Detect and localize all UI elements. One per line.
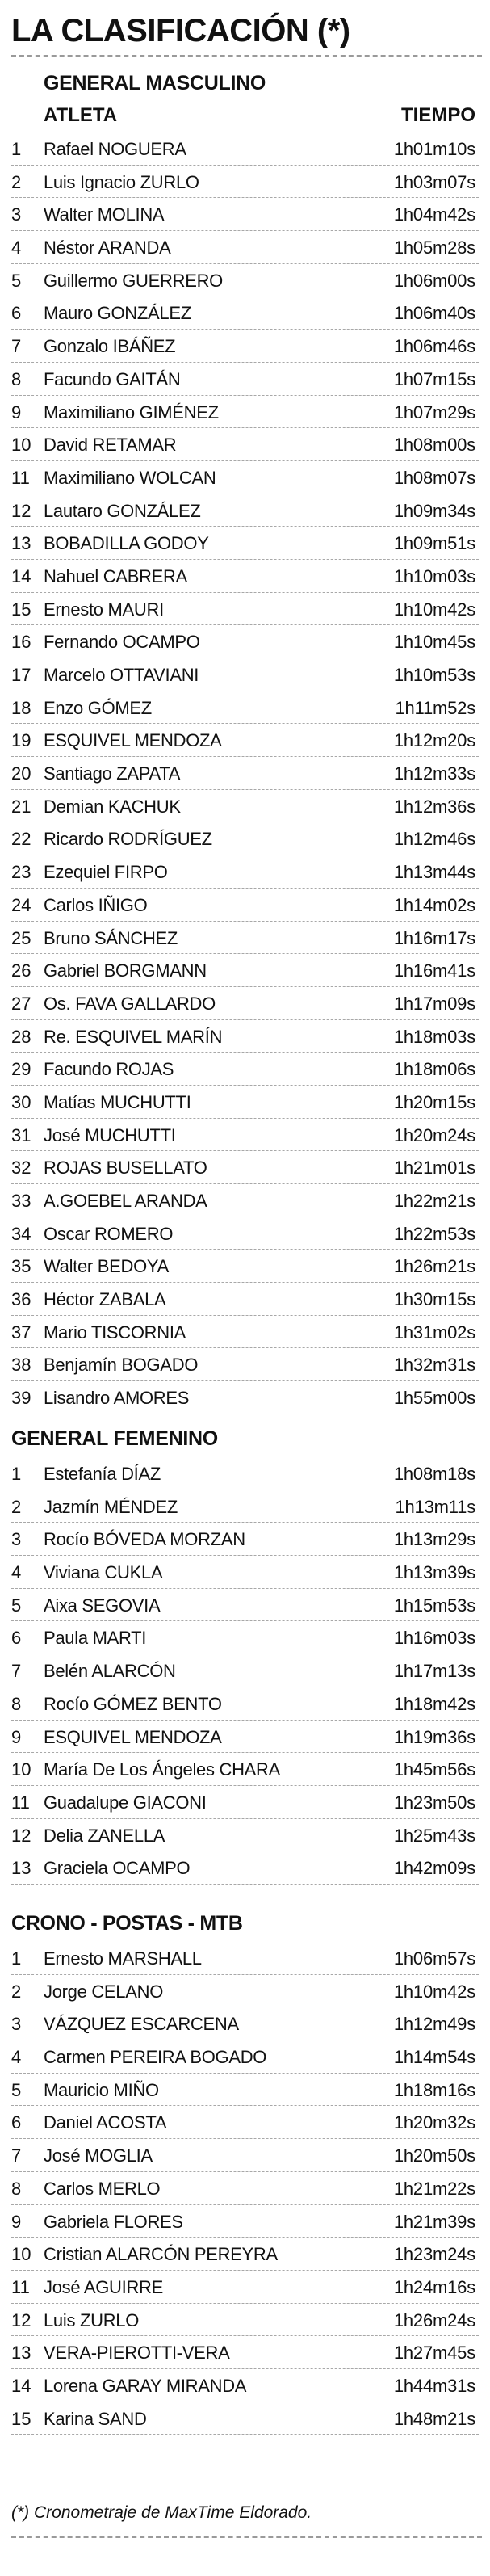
result-athlete-name: Rocío BÓVEDA MORZAN xyxy=(44,1529,245,1550)
result-time: 1h17m13s xyxy=(393,1661,475,1682)
result-time: 1h08m00s xyxy=(393,435,475,456)
result-athlete-name: Lisandro AMORES xyxy=(44,1388,190,1409)
result-rank: 8 xyxy=(11,2178,22,2199)
result-time: 1h55m00s xyxy=(393,1388,475,1409)
result-athlete-name: David RETAMAR xyxy=(44,435,177,456)
result-time: 1h20m15s xyxy=(393,1091,475,1112)
result-athlete-name: Luis Ignacio ZURLO xyxy=(44,171,199,192)
result-time: 1h07m15s xyxy=(393,368,475,389)
result-time: 1h24m16s xyxy=(393,2276,475,2297)
result-rank: 26 xyxy=(11,960,31,981)
result-athlete-name: Maximiliano GIMÉNEZ xyxy=(44,401,219,422)
result-athlete-name: VERA-PIEROTTI-VERA xyxy=(44,2343,230,2364)
result-row xyxy=(0,2271,490,2304)
result-row xyxy=(0,2205,490,2238)
result-time: 1h07m29s xyxy=(393,401,475,422)
result-athlete-name: Carlos IÑIGO xyxy=(44,894,148,915)
result-row xyxy=(0,1119,490,1152)
result-row xyxy=(0,428,490,461)
result-row xyxy=(0,2139,490,2172)
crono-section-title: CRONO - POSTAS - MTB xyxy=(11,1912,243,1935)
result-rank: 5 xyxy=(11,270,22,291)
result-rank: 6 xyxy=(11,2112,22,2133)
result-time: 1h10m53s xyxy=(393,665,475,685)
result-athlete-name: Rocío GÓMEZ BENTO xyxy=(44,1693,222,1714)
result-rank: 3 xyxy=(11,1529,22,1550)
result-rank: 37 xyxy=(11,1322,31,1343)
result-row xyxy=(0,1086,490,1119)
result-athlete-name: Maximiliano WOLCAN xyxy=(44,467,216,488)
result-athlete-name: Ricardo RODRÍGUEZ xyxy=(44,829,212,850)
result-time: 1h10m42s xyxy=(393,1981,475,2002)
result-rank: 16 xyxy=(11,632,31,653)
result-time: 1h13m29s xyxy=(393,1529,475,1550)
result-time: 1h16m03s xyxy=(393,1628,475,1649)
title-divider xyxy=(11,55,482,57)
result-athlete-name: Walter MOLINA xyxy=(44,204,165,225)
result-row xyxy=(0,691,490,725)
result-athlete-name: Aixa SEGOVIA xyxy=(44,1595,161,1616)
result-rank: 36 xyxy=(11,1289,31,1310)
result-rank: 17 xyxy=(11,665,31,685)
result-time: 1h18m06s xyxy=(393,1059,475,1080)
result-athlete-name: Graciela OCAMPO xyxy=(44,1858,191,1879)
result-row xyxy=(0,658,490,691)
result-row xyxy=(0,1151,490,1184)
result-time: 1h13m11s xyxy=(395,1496,475,1517)
result-rank: 28 xyxy=(11,1026,31,1047)
result-athlete-name: Bruno SÁNCHEZ xyxy=(44,927,178,948)
result-rank: 11 xyxy=(11,1792,30,1813)
result-time: 1h16m17s xyxy=(393,927,475,948)
result-rank: 8 xyxy=(11,1693,22,1714)
result-athlete-name: Re. ESQUIVEL MARÍN xyxy=(44,1026,223,1047)
result-row xyxy=(0,461,490,494)
result-athlete-name: José AGUIRRE xyxy=(44,2276,164,2297)
result-time: 1h13m39s xyxy=(393,1562,475,1583)
result-rank: 12 xyxy=(11,1825,31,1846)
result-rank: 5 xyxy=(11,2079,22,2100)
result-athlete-name: María De Los Ángeles CHARA xyxy=(44,1759,280,1780)
result-rank: 4 xyxy=(11,2047,22,2068)
result-athlete-name: Gonzalo IBÁÑEZ xyxy=(44,336,176,357)
result-athlete-name: Rafael NOGUERA xyxy=(44,139,186,159)
result-time: 1h22m53s xyxy=(393,1223,475,1244)
result-row xyxy=(0,922,490,955)
result-row xyxy=(0,1053,490,1086)
result-rank: 1 xyxy=(11,139,22,159)
result-rank: 10 xyxy=(11,435,31,456)
result-rank: 11 xyxy=(11,2276,30,2297)
result-time: 1h14m54s xyxy=(393,2047,475,2068)
result-rank: 33 xyxy=(11,1191,31,1211)
result-rank: 8 xyxy=(11,368,22,389)
result-row xyxy=(0,132,490,166)
result-rank: 3 xyxy=(11,2014,22,2035)
result-row xyxy=(0,264,490,297)
result-row xyxy=(0,2172,490,2205)
result-rank: 1 xyxy=(11,1948,22,1969)
result-row xyxy=(0,560,490,593)
result-time: 1h12m33s xyxy=(393,763,475,784)
result-row xyxy=(0,396,490,429)
result-row xyxy=(0,1819,490,1852)
result-row xyxy=(0,724,490,757)
result-time: 1h05m28s xyxy=(393,237,475,258)
result-time: 1h01m10s xyxy=(393,139,475,159)
result-athlete-name: Ezequiel FIRPO xyxy=(44,862,168,883)
result-time: 1h44m31s xyxy=(393,2375,475,2396)
result-rank: 7 xyxy=(11,1661,22,1682)
result-time: 1h10m45s xyxy=(393,632,475,653)
result-row xyxy=(0,1523,490,1556)
result-athlete-name: Carmen PEREIRA BOGADO xyxy=(44,2047,267,2068)
result-athlete-name: Gabriela FLORES xyxy=(44,2211,183,2232)
result-rank: 2 xyxy=(11,1981,22,2002)
result-row xyxy=(0,987,490,1020)
result-time: 1h08m07s xyxy=(393,467,475,488)
result-rank: 21 xyxy=(11,796,31,817)
result-athlete-name: José MUCHUTTI xyxy=(44,1124,176,1145)
result-row xyxy=(0,822,490,855)
result-time: 1h03m07s xyxy=(393,171,475,192)
result-row xyxy=(0,1250,490,1283)
result-row xyxy=(0,1316,490,1349)
result-athlete-name: Guadalupe GIACONI xyxy=(44,1792,207,1813)
result-row xyxy=(0,1556,490,1589)
result-rank: 7 xyxy=(11,336,22,357)
result-row xyxy=(0,2369,490,2402)
result-athlete-name: José MOGLIA xyxy=(44,2145,153,2166)
result-athlete-name: Luis ZURLO xyxy=(44,2309,140,2330)
male-results-list xyxy=(0,132,490,1414)
female-section-title: GENERAL FEMENINO xyxy=(11,1427,218,1450)
result-time: 1h06m40s xyxy=(393,303,475,324)
result-row xyxy=(0,1589,490,1622)
result-row xyxy=(0,2007,490,2040)
result-rank: 20 xyxy=(11,763,31,784)
result-row xyxy=(0,1283,490,1316)
result-rank: 12 xyxy=(11,500,31,521)
result-time: 1h17m09s xyxy=(393,993,475,1014)
result-rank: 13 xyxy=(11,1858,31,1879)
result-rank: 4 xyxy=(11,237,22,258)
result-rank: 27 xyxy=(11,993,31,1014)
result-athlete-name: Demian KACHUK xyxy=(44,796,181,817)
result-athlete-name: Lorena GARAY MIRANDA xyxy=(44,2375,247,2396)
result-athlete-name: ESQUIVEL MENDOZA xyxy=(44,730,222,751)
result-row xyxy=(0,1654,490,1687)
result-row xyxy=(0,198,490,231)
result-row xyxy=(0,1942,490,1975)
result-athlete-name: Daniel ACOSTA xyxy=(44,2112,167,2133)
result-row xyxy=(0,1621,490,1654)
result-athlete-name: Ernesto MAURI xyxy=(44,599,164,620)
result-rank: 4 xyxy=(11,1562,22,1583)
result-time: 1h15m53s xyxy=(393,1595,475,1616)
result-rank: 35 xyxy=(11,1256,31,1277)
result-row xyxy=(0,2402,490,2435)
result-rank: 29 xyxy=(11,1059,31,1080)
result-row xyxy=(0,954,490,987)
result-athlete-name: Ernesto MARSHALL xyxy=(44,1948,202,1969)
result-athlete-name: Oscar ROMERO xyxy=(44,1223,174,1244)
result-row xyxy=(0,1975,490,2008)
result-time: 1h18m16s xyxy=(393,2079,475,2100)
result-row xyxy=(0,1020,490,1053)
result-row xyxy=(0,2040,490,2074)
result-time: 1h18m42s xyxy=(393,1693,475,1714)
result-row xyxy=(0,166,490,199)
result-row xyxy=(0,330,490,363)
result-athlete-name: ROJAS BUSELLATO xyxy=(44,1158,207,1179)
result-time: 1h12m20s xyxy=(393,730,475,751)
result-athlete-name: Mauro GONZÁLEZ xyxy=(44,303,191,324)
result-rank: 2 xyxy=(11,1496,22,1517)
result-athlete-name: Viviana CUKLA xyxy=(44,1562,163,1583)
result-athlete-name: Benjamín BOGADO xyxy=(44,1355,199,1376)
result-row xyxy=(0,1490,490,1523)
result-time: 1h09m34s xyxy=(393,500,475,521)
result-time: 1h45m56s xyxy=(393,1759,475,1780)
athlete-column-header: ATLETA xyxy=(44,104,118,126)
result-time: 1h18m03s xyxy=(393,1026,475,1047)
result-time: 1h21m01s xyxy=(393,1158,475,1179)
result-rank: 13 xyxy=(11,2343,31,2364)
result-rank: 3 xyxy=(11,204,22,225)
result-time: 1h10m03s xyxy=(393,565,475,586)
result-row xyxy=(0,1381,490,1414)
result-time: 1h12m46s xyxy=(393,829,475,850)
result-row xyxy=(0,1457,490,1490)
result-time: 1h06m00s xyxy=(393,270,475,291)
page-title: LA CLASIFICACIÓN (*) xyxy=(11,13,350,48)
result-athlete-name: BOBADILLA GODOY xyxy=(44,533,209,554)
timing-footnote: (*) Cronometraje de MaxTime Eldorado. xyxy=(11,2503,312,2522)
result-row xyxy=(0,757,490,790)
result-row xyxy=(0,1217,490,1250)
result-athlete-name: Gabriel BORGMANN xyxy=(44,960,207,981)
result-row xyxy=(0,1851,490,1885)
result-rank: 34 xyxy=(11,1223,31,1244)
result-time: 1h23m24s xyxy=(393,2244,475,2265)
result-time: 1h31m02s xyxy=(393,1322,475,1343)
result-athlete-name: ESQUIVEL MENDOZA xyxy=(44,1726,222,1747)
result-athlete-name: Nahuel CABRERA xyxy=(44,565,187,586)
result-row xyxy=(0,231,490,264)
result-row xyxy=(0,855,490,889)
result-athlete-name: Mauricio MIÑO xyxy=(44,2079,159,2100)
result-athlete-name: Delia ZANELLA xyxy=(44,1825,165,1846)
result-time: 1h13m44s xyxy=(393,862,475,883)
result-athlete-name: Walter BEDOYA xyxy=(44,1256,170,1277)
female-results-list xyxy=(0,1457,490,1885)
result-athlete-name: Mario TISCORNIA xyxy=(44,1322,186,1343)
result-rank: 7 xyxy=(11,2145,22,2166)
result-rank: 18 xyxy=(11,697,31,718)
result-athlete-name: Santiago ZAPATA xyxy=(44,763,181,784)
result-time: 1h10m42s xyxy=(393,599,475,620)
result-athlete-name: Matías MUCHUTTI xyxy=(44,1091,191,1112)
result-row xyxy=(0,296,490,330)
result-rank: 39 xyxy=(11,1388,31,1409)
result-time: 1h21m22s xyxy=(393,2178,475,2199)
result-rank: 11 xyxy=(11,467,30,488)
result-time: 1h48m21s xyxy=(393,2408,475,2429)
result-time: 1h08m18s xyxy=(393,1464,475,1484)
result-rank: 19 xyxy=(11,730,31,751)
result-row xyxy=(0,2238,490,2271)
result-time: 1h26m21s xyxy=(393,1256,475,1277)
result-time: 1h11m52s xyxy=(395,697,475,718)
result-rank: 13 xyxy=(11,533,31,554)
result-rank: 10 xyxy=(11,1759,31,1780)
result-row xyxy=(0,2336,490,2369)
result-row xyxy=(0,494,490,527)
result-athlete-name: Facundo ROJAS xyxy=(44,1059,174,1080)
result-athlete-name: Néstor ARANDA xyxy=(44,237,171,258)
result-athlete-name: Lautaro GONZÁLEZ xyxy=(44,500,201,521)
result-athlete-name: Jazmín MÉNDEZ xyxy=(44,1496,178,1517)
result-time: 1h19m36s xyxy=(393,1726,475,1747)
result-athlete-name: Facundo GAITÁN xyxy=(44,368,181,389)
result-row xyxy=(0,1687,490,1721)
result-row xyxy=(0,2106,490,2139)
result-athlete-name: Karina SAND xyxy=(44,2408,147,2429)
result-rank: 5 xyxy=(11,1595,22,1616)
result-rank: 9 xyxy=(11,401,22,422)
result-athlete-name: VÁZQUEZ ESCARCENA xyxy=(44,2014,239,2035)
result-row xyxy=(0,1184,490,1217)
result-rank: 14 xyxy=(11,2375,31,2396)
result-row xyxy=(0,527,490,560)
result-athlete-name: Carlos MERLO xyxy=(44,2178,161,2199)
result-row xyxy=(0,2074,490,2107)
result-time: 1h20m32s xyxy=(393,2112,475,2133)
result-rank: 15 xyxy=(11,599,31,620)
result-time: 1h16m41s xyxy=(393,960,475,981)
result-athlete-name: Fernando OCAMPO xyxy=(44,632,200,653)
result-time: 1h21m39s xyxy=(393,2211,475,2232)
male-section-title: GENERAL MASCULINO xyxy=(44,72,266,95)
result-rank: 25 xyxy=(11,927,31,948)
result-time: 1h23m50s xyxy=(393,1792,475,1813)
result-athlete-name: Cristian ALARCÓN PEREYRA xyxy=(44,2244,278,2265)
result-rank: 12 xyxy=(11,2309,31,2330)
result-time: 1h26m24s xyxy=(393,2309,475,2330)
result-time: 1h06m46s xyxy=(393,336,475,357)
result-rank: 15 xyxy=(11,2408,31,2429)
result-athlete-name: Enzo GÓMEZ xyxy=(44,697,152,718)
result-time: 1h14m02s xyxy=(393,894,475,915)
bottom-divider xyxy=(11,2536,482,2538)
result-time: 1h30m15s xyxy=(393,1289,475,1310)
result-athlete-name: Belén ALARCÓN xyxy=(44,1661,176,1682)
result-rank: 9 xyxy=(11,1726,22,1747)
result-row xyxy=(0,625,490,658)
result-rank: 14 xyxy=(11,565,31,586)
result-rank: 32 xyxy=(11,1158,31,1179)
time-column-header: TIEMPO xyxy=(400,104,475,126)
result-time: 1h20m24s xyxy=(393,1124,475,1145)
result-athlete-name: Os. FAVA GALLARDO xyxy=(44,993,216,1014)
result-rank: 6 xyxy=(11,303,22,324)
result-row xyxy=(0,1721,490,1754)
result-rank: 31 xyxy=(11,1124,31,1145)
result-athlete-name: Guillermo GUERRERO xyxy=(44,270,223,291)
result-rank: 10 xyxy=(11,2244,31,2265)
result-row xyxy=(0,363,490,396)
result-time: 1h12m49s xyxy=(393,2014,475,2035)
result-time: 1h12m36s xyxy=(393,796,475,817)
result-time: 1h06m57s xyxy=(393,1948,475,1969)
crono-results-list xyxy=(0,1942,490,2435)
result-row xyxy=(0,2304,490,2337)
result-row xyxy=(0,593,490,626)
result-rank: 22 xyxy=(11,829,31,850)
result-row xyxy=(0,1753,490,1786)
result-athlete-name: Estefanía DÍAZ xyxy=(44,1464,161,1484)
result-athlete-name: Paula MARTI xyxy=(44,1628,147,1649)
result-row xyxy=(0,889,490,922)
result-row xyxy=(0,1348,490,1381)
result-rank: 30 xyxy=(11,1091,31,1112)
result-athlete-name: Jorge CELANO xyxy=(44,1981,164,2002)
result-time: 1h20m50s xyxy=(393,2145,475,2166)
result-rank: 38 xyxy=(11,1355,31,1376)
result-time: 1h32m31s xyxy=(393,1355,475,1376)
result-athlete-name: Héctor ZABALA xyxy=(44,1289,166,1310)
result-rank: 1 xyxy=(11,1464,22,1484)
result-rank: 2 xyxy=(11,171,22,192)
result-time: 1h42m09s xyxy=(393,1858,475,1879)
result-athlete-name: Marcelo OTTAVIANI xyxy=(44,665,199,685)
result-athlete-name: A.GOEBEL ARANDA xyxy=(44,1191,207,1211)
result-row xyxy=(0,790,490,823)
result-rank: 23 xyxy=(11,862,31,883)
result-rank: 6 xyxy=(11,1628,22,1649)
result-rank: 24 xyxy=(11,894,31,915)
result-time: 1h04m42s xyxy=(393,204,475,225)
result-time: 1h22m21s xyxy=(393,1191,475,1211)
result-time: 1h27m45s xyxy=(393,2343,475,2364)
result-rank: 9 xyxy=(11,2211,22,2232)
result-row xyxy=(0,1786,490,1819)
result-time: 1h09m51s xyxy=(393,533,475,554)
result-time: 1h25m43s xyxy=(393,1825,475,1846)
